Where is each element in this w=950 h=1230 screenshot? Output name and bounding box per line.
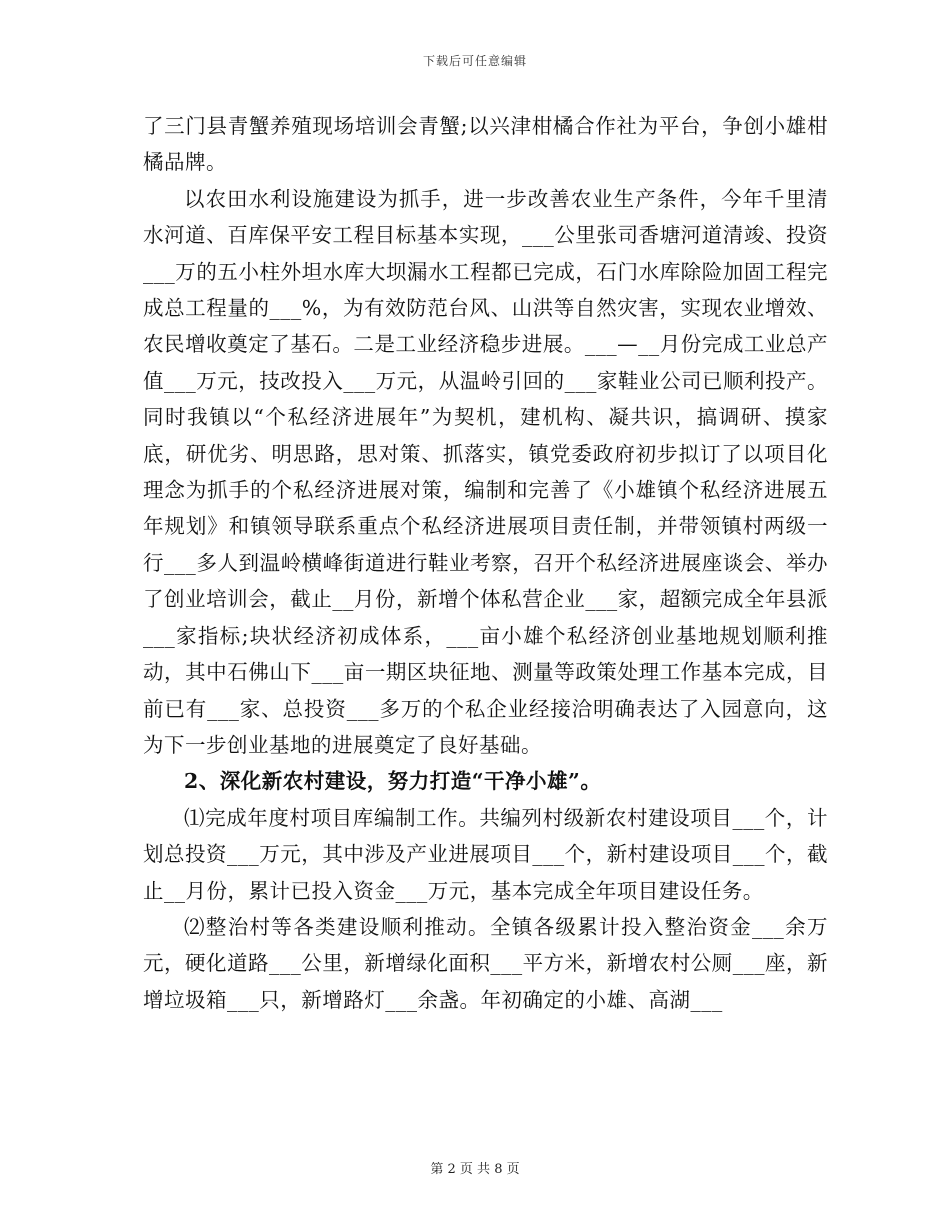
- section-heading-new-countryside: 2、深化新农村建设，努力打造“干净小雄”。: [184, 769, 602, 794]
- page-footer: 第 2 页 共 8 页: [430, 1162, 520, 1177]
- document-body: [143, 108, 828, 1018]
- paragraph-water-and-industry: 以农田水利设施建设为抓手，进一步改善农业生产条件，今年千里清水河道、百库保平安工程目标基本实现，___公里张司香塘河道清竣、投资___万的五小柱外坦水库大坝漏水工程都已完成，石门水库除险加固工程完成总工程量的___%，为有效防范台风、山洪等自然灾害，实现农业增效、农民增收奠定了基石。二是工业经济稳步进展。___—__月份完成工业总产值___万元，技改投入___万元，从温岭引回的___家鞋业公司已顺利投产。同时我镇以“个私经济进展年”为契机，建机构、凝共识，搞调研、摸家底，研优劣、明思路，思对策、抓落实，镇党委政府初步拟订了以项目化理念为抓手的个私经济进展对策，编制和完善了《小雄镇个私经济进展五年规划》和镇领导联系重点个私经济进展项目责任制，并带领镇村两级一行___多人到温岭横峰街道进行鞋业考察，召开个私经济进展座谈会、举办了创业培训会，截止__月份，新增个体私营企业___家，超额完成全年县派___家指标;块状经济初成体系，___亩小雄个私经济创业基地规划顺利推动，其中石佛山下___亩一期区块征地、测量等政策处理工作基本完成，目前已有___家、总投资___多万的个私企业经接洽明确表达了入园意向，这为下一步创业基地的进展奠定了良好基础。: [143, 186, 828, 757]
- paragraph-continuation: 了三门县青蟹养殖现场培训会青蟹;以兴津柑橘合作社为平台，争创小雄柑橘品牌。: [143, 114, 828, 175]
- paragraph-village-improvement: ⑵整治村等各类建设顺利推动。全镇各级累计投入整治资金___余万元，硬化道路___公里，新增绿化面积___平方米，新增农村公厕___座，新增垃圾箱___只，新增路灯___余盏。年初确定的小雄、高湖___: [143, 914, 828, 1012]
- page-header: 下载后可任意编辑: [422, 54, 527, 68]
- paragraph-project-library: ⑴完成年度村项目库编制工作。共编列村级新农村建设项目___个，计划总投资___万元，其中涉及产业进展项目___个，新村建设项目___个，截止__月份，累计已投入资金___万元，基本完成全年项目建设任务。: [143, 805, 828, 903]
